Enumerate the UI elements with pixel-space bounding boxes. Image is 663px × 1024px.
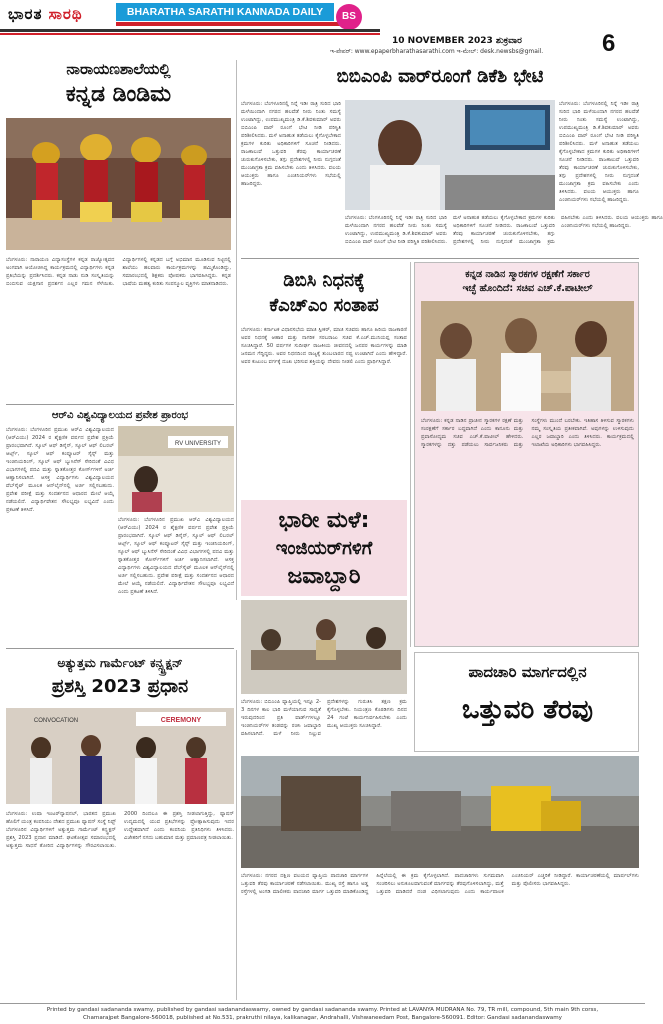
article-headline: ಇಚ್ಛೆ ಹೊಂದಿದೆ: ಸಚಿವ ಎಚ್.ಕೆ.ಪಾಟೀಲ್ — [462, 283, 593, 294]
rain-headline-box — [241, 500, 407, 596]
article-footpath-body — [241, 752, 639, 998]
imprint-footer — [0, 1003, 645, 1024]
yakshagana-photo — [6, 118, 231, 250]
article-headline: ಬಿಬಿಎಂಪಿ ವಾರ್‌ರೂಂಗೆ ಡಿಕೆಶಿ ಭೇಟಿ — [336, 66, 544, 87]
page-number: 6 — [602, 30, 616, 57]
masthead-rule — [0, 29, 380, 32]
article-headline: ಇಂಜಿಯರ್‌ಗಳಿಗೆ — [275, 538, 373, 559]
article-monuments — [414, 262, 639, 647]
imprint-line: Chamarajpet Bangalore-560018, published at No.531, prakruthi nilaya, kalikanagar, Andrahalli, Vishwaneedam Post, Bangalore-560091. Editor: Gandasi sadanandaswamy — [83, 1015, 562, 1021]
article-headline: ಕನ್ನಡ ಡಿಂಡಿಮ — [65, 82, 172, 107]
article-body: ಬೆಂಗಳೂರು: ಉಷಾ ಇಂಟರ್‌ನ್ಯಾಷನಲ್, ಭಾರತದ ಪ್ರಮುಖ ಹೊಲಿಗೆ ಯಂತ್ರ ಕಂಪನಿಯು ದೇಶದ ಪ್ರಮುಖ ಫ್ಯಾಷನ್ ಸಂಸ್ಥೆ ನಿಫ್ಟ್ ಬೆಂಗಳೂರಿನ ವಿದ್ಯಾರ್ಥಿಗಳಿಗೆ ಅತ್ಯುತ್ತಮ ಗಾರ್ಮೆಂಟ್ ಕನ್ಸ್ಟ್ರಕ್ಷನ್ ಪ್ರಶಸ್ತಿ 2023 ಪ್ರದಾನ ಮಾಡಿದೆ. ಘಟಿಕೋತ್ಸವ ಸಮಾರಂಭದಲ್ಲಿ ಅತ್ಯುತ್ತಮ ಸಾಧನೆ ತೋರಿದ ವಿದ್ಯಾರ್ಥಿಗಳನ್ನು ಗೌರವಿಸಲಾಯಿತು. 2000 ದಿಂದಲೂ ಈ ಪ್ರಶಸ್ತಿ ನೀಡಲಾಗುತ್ತಿದ್ದು, ಫ್ಯಾಷನ್ ಉದ್ಯಮದಲ್ಲಿ ಯುವ ಪ್ರತಿಭೆಗಳನ್ನು ಪ್ರೋತ್ಸಾಹಿಸುವುದು ಇದರ ಉದ್ದೇಶವಾಗಿದೆ ಎಂದು ಕಂಪನಿಯ ಪ್ರತಿನಿಧಿಗಳು ತಿಳಿಸಿದರು. ವಿಜೇತರಿಗೆ ನಗದು ಬಹುಮಾನ ಮತ್ತು ಪ್ರಮಾಣಪತ್ರ ನೀಡಲಾಯಿತು. — [6, 811, 234, 849]
article-headline: ಕೆಎಚ್‌ಎಂ ಸಂತಾಪ — [269, 295, 379, 316]
article-headline: ಒತ್ತುವರಿ ತೆರವು — [462, 695, 593, 725]
issue-date: 10 NOVEMBER 2023 ಶುಕ್ರವಾರ — [392, 36, 522, 46]
bs-logo-icon: BS — [336, 4, 362, 30]
encroachment-removal-photo — [241, 756, 639, 868]
article-rv-university — [6, 408, 234, 644]
article-footpath — [414, 652, 639, 752]
column-rule — [236, 60, 237, 600]
article-body: ಬೆಂಗಳೂರು: ಕರ್ನಾಟಕ ವಿಧಾನಸಭೆಯ ಮಾಜಿ ಸ್ಪೀಕರ್, ಮಾಜಿ ಸಚಿವರು ಹಾಗೂ ಹಿರಿಯ ರಾಜಕಾರಣಿ ಅವರ ನಿಧನಕ್ಕೆ ಆಹಾರ ಮತ್ತು ನಾಗರಿಕ ಸರಬರಾಜು ಸಚಿವ ಕೆ.ಎಚ್.ಮುನಿಯಪ್ಪ ಸಂತಾಪ ಸೂಚಿಸಿದ್ದಾರೆ. 50 ವರ್ಷಗಳ ಸುದೀರ್ಘ ರಾಜಕೀಯ ಜೀವನದಲ್ಲಿ ಜನಪರ ಕಾರ್ಯಗಳನ್ನು ಮಾಡಿ ಜನಮನ ಗೆದ್ದಿದ್ದರು. ಅವರ ನಿಧನದಿಂದ ರಾಜ್ಯಕ್ಕೆ ತುಂಬಲಾರದ ನಷ್ಟ ಉಂಟಾಗಿದೆ ಎಂದು ಹೇಳಿದ್ದಾರೆ. ಅವರ ಕುಟುಂಬ ವರ್ಗಕ್ಕೆ ದುಃಖ ಭರಿಸುವ ಶಕ್ತಿಯನ್ನು ದೇವರು ನೀಡಲಿ ಎಂದು ಪ್ರಾರ್ಥಿಸಿದ್ದಾರೆ. — [241, 327, 407, 365]
article-body: ಬೆಂಗಳೂರು: ಬೆಂಗಳೂರಿನ ಪ್ರಮುಖ ಆರ್‌ವಿ ವಿಶ್ವವಿದ್ಯಾಲಯದ (ಆರ್‌ವಿಯು) 2024 ರ ಶೈಕ್ಷಣಿಕ ವರ್ಷದ ಪ್ರವೇಶ ಪ್ರಕ್ರಿಯೆ ಪ್ರಾರಂಭವಾಗಿದೆ. ಸ್ಕೂಲ್ ಆಫ್ ಡಿಸೈನ್, ಸ್ಕೂಲ್ ಆಫ್ ಲಿಬರಲ್ ಆರ್ಟ್ಸ್, ಸ್ಕೂಲ್ ಆಫ್ ಕಂಪ್ಯೂಟರ್ ಸೈನ್ಸ್ ಮತ್ತು ಇಂಜಿನಿಯರಿಂಗ್, ಸ್ಕೂಲ್ ಆಫ್ ಬ್ಯುಸಿನೆಸ್ ಸೇರಿದಂತೆ ವಿವಿಧ ವಿಭಾಗಗಳಲ್ಲಿ ಪದವಿ ಮತ್ತು ಸ್ನಾತಕೋತ್ತರ ಕೋರ್ಸ್‌ಗಳಿಗೆ ಅರ್ಜಿ ಆಹ್ವಾನಿಸಲಾಗಿದೆ. ಆಸಕ್ತ ವಿದ್ಯಾರ್ಥಿಗಳು ವಿಶ್ವವಿದ್ಯಾಲಯದ ವೆಬ್‌ಸೈಟ್ ಮೂಲಕ ಆನ್‌ಲೈನ್‌ನಲ್ಲಿ ಅರ್ಜಿ ಸಲ್ಲಿಸಬಹುದು. ಪ್ರವೇಶ ಪರೀಕ್ಷೆ ಮತ್ತು ಸಂದರ್ಶನದ ಆಧಾರದ ಮೇಲೆ ಆಯ್ಕೆ ನಡೆಯಲಿದೆ. ವಿದ್ಯಾರ್ಥಿವೇತನ ಸೌಲಭ್ಯವೂ ಲಭ್ಯವಿದೆ ಎಂದು ಪ್ರಕಟಣೆ ತಿಳಿಸಿದೆ. — [118, 517, 234, 595]
column-rule — [236, 650, 237, 1000]
banner-underline — [116, 22, 351, 26]
convocation-sign: CONVOCATION — [33, 718, 79, 724]
imprint-line: Printed by gandasi sadananda swamy, published by gandasi sadanandaswamy, owned by gandasi sadananda swamy. Printed at LAVANYA MUDRANA No. 79, TR mill, compound, 5th main 9th corss, — [46, 1007, 599, 1013]
section-rule — [241, 258, 639, 259]
dk-warroom-photo — [345, 100, 555, 210]
rain-meeting-photo — [241, 600, 407, 694]
masthead-rule-red — [0, 33, 380, 35]
article-khm-condolence — [241, 262, 407, 496]
section-rule — [6, 404, 234, 405]
article-body: ಬೆಂಗಳೂರು: ಬೆಂಗಳೂರಿನ ಪ್ರಮುಖ ಆರ್‌ವಿ ವಿಶ್ವವಿದ್ಯಾಲಯದ (ಆರ್‌ವಿಯು) 2024 ರ ಶೈಕ್ಷಣಿಕ ವರ್ಷದ ಪ್ರವೇಶ ಪ್ರಕ್ರಿಯೆ ಪ್ರಾರಂಭವಾಗಿದೆ. ಸ್ಕೂಲ್ ಆಫ್ ಡಿಸೈನ್, ಸ್ಕೂಲ್ ಆಫ್ ಲಿಬರಲ್ ಆರ್ಟ್ಸ್, ಸ್ಕೂಲ್ ಆಫ್ ಕಂಪ್ಯೂಟರ್ ಸೈನ್ಸ್ ಮತ್ತು ಇಂಜಿನಿಯರಿಂಗ್, ಸ್ಕೂಲ್ ಆಫ್ ಬ್ಯುಸಿನೆಸ್ ಸೇರಿದಂತೆ ವಿವಿಧ ವಿಭಾಗಗಳಲ್ಲಿ ಪದವಿ ಮತ್ತು ಸ್ನಾತಕೋತ್ತರ ಕೋರ್ಸ್‌ಗಳಿಗೆ ಅರ್ಜಿ ಆಹ್ವಾನಿಸಲಾಗಿದೆ. ಆಸಕ್ತ ವಿದ್ಯಾರ್ಥಿಗಳು ವಿಶ್ವವಿದ್ಯಾಲಯದ ವೆಬ್‌ಸೈಟ್ ಮೂಲಕ ಆನ್‌ಲೈನ್‌ನಲ್ಲಿ ಅರ್ಜಿ ಸಲ್ಲಿಸಬಹುದು. ಪ್ರವೇಶ ಪರೀಕ್ಷೆ ಮತ್ತು ಸಂದರ್ಶನದ ಆಧಾರದ ಮೇಲೆ ಆಯ್ಕೆ ನಡೆಯಲಿದೆ. ವಿದ್ಯಾರ್ಥಿವೇತನ ಸೌಲಭ್ಯವೂ ಲಭ್ಯವಿದೆ ಎಂದು ಪ್ರಕಟಣೆ ತಿಳಿಸಿದೆ. — [6, 427, 114, 513]
article-body: ಬೆಂಗಳೂರು: ಬೆಂಗಳೂರಿನಲ್ಲಿ ನಿನ್ನೆ ಇಡೀ ರಾತ್ರಿ ಸುರಿದ ಭಾರಿ ಮಳೆಯಿಂದಾಗಿ ನಗರದ ಹಲವೆಡೆ ನೀರು ನಿಂತು ಸಮಸ್ಯೆ ಉಂಟಾಗಿದ್ದು, ಉಪಮುಖ್ಯಮಂತ್ರಿ ಡಿ.ಕೆ.ಶಿವಕುಮಾರ್ ಅವರು ಬಿಬಿಎಂಪಿ ವಾರ್ ರೂಂಗೆ ಭೇಟಿ ನೀಡಿ ಪರಿಸ್ಥಿತಿ ಪರಿಶೀಲಿಸಿದರು. ಮಳೆ ಅನಾಹುತ ತಡೆಯಲು ಕೈಗೊಳ್ಳಬೇಕಾದ ಕ್ರಮಗಳ ಕುರಿತು ಅಧಿಕಾರಿಗಳಿಗೆ ಸೂಚನೆ ನೀಡಿದರು. ರಾಜಕಾಲುವೆ ಒತ್ತುವರಿ ತೆರವು ಕಾರ್ಯಾಚರಣೆ ಚುರುಕುಗೊಳಿಸಬೇಕು, ತಗ್ಗು ಪ್ರದೇಶಗಳಲ್ಲಿ ನೀರು ನುಗ್ಗದಂತೆ ಮುಂಜಾಗ್ರತಾ ಕ್ರಮ ವಹಿಸಬೇಕು ಎಂದು ತಿಳಿಸಿದರು. ವಲಯ ಆಯುಕ್ತರು ಹಾಗೂ ಎಂಜಿನಿಯರ್‌ಗಳು ಸಭೆಯಲ್ಲಿ ಹಾಜರಿದ್ದರು. — [559, 101, 639, 203]
article-headline: ಪಾದಚಾರಿ ಮಾರ್ಗದಲ್ಲಿನ — [468, 663, 587, 681]
epaper-contact: ಇ-ಪೇಪರ್: www.epaperbharathasarathi.com ಇ-ಮೇಲ್: desk.newsbs@gmail. — [330, 48, 544, 55]
minister-meeting-photo — [421, 301, 634, 411]
newspaper-title-banner: BHARATHA SARATHI KANNADA DAILY — [116, 3, 334, 21]
article-headline: ಕನ್ನಡ ನಾಡಿನ ಸ್ಮಾರಕಗಳ ರಕ್ಷಣೆಗೆ ಸರ್ಕಾರ — [465, 269, 590, 280]
article-headline: ಜವಾಬ್ದಾರಿ — [287, 564, 361, 589]
article-rain — [241, 500, 407, 748]
article-body: ಬೆಂಗಳೂರು: ಬೆಂಗಳೂರಿನಲ್ಲಿ ನಿನ್ನೆ ಇಡೀ ರಾತ್ರಿ ಸುರಿದ ಭಾರಿ ಮಳೆಯಿಂದಾಗಿ ನಗರದ ಹಲವೆಡೆ ನೀರು ನಿಂತು ಸಮಸ್ಯೆ ಉಂಟಾಗಿದ್ದು, ಉಪಮುಖ್ಯಮಂತ್ರಿ ಡಿ.ಕೆ.ಶಿವಕುಮಾರ್ ಅವರು ಬಿಬಿಎಂಪಿ ವಾರ್ ರೂಂಗೆ ಭೇಟಿ ನೀಡಿ ಪರಿಸ್ಥಿತಿ ಪರಿಶೀಲಿಸಿದರು. ಮಳೆ ಅನಾಹುತ ತಡೆಯಲು ಕೈಗೊಳ್ಳಬೇಕಾದ ಕ್ರಮಗಳ ಕುರಿತು ಅಧಿಕಾರಿಗಳಿಗೆ ಸೂಚನೆ ನೀಡಿದರು. ರಾಜಕಾಲುವೆ ಒತ್ತುವರಿ ತೆರವು ಕಾರ್ಯಾಚರಣೆ ಚುರುಕುಗೊಳಿಸಬೇಕು, ತಗ್ಗು ಪ್ರದೇಶಗಳಲ್ಲಿ ನೀರು ನುಗ್ಗದಂತೆ ಮುಂಜಾಗ್ರತಾ ಕ್ರಮ ವಹಿಸಬೇಕು ಎಂದು ತಿಳಿಸಿದರು. ವಲಯ ಆಯುಕ್ತರು ಹಾಗೂ ಎಂಜಿನಿಯರ್‌ಗಳು ಸಭೆಯಲ್ಲಿ ಹಾಜರಿದ್ದರು. — [345, 215, 663, 245]
article-headline: ಆರ್‌ವಿ ವಿಶ್ವವಿದ್ಯಾಲಯದ ಪ್ರವೇಶ ಪ್ರಾರಂಭ — [51, 410, 189, 421]
article-headline: ಪ್ರಶಸ್ತಿ 2023 ಪ್ರಧಾನ — [51, 676, 189, 697]
masthead — [0, 0, 645, 57]
article-headline: ಡಿಬಿಸಿ ನಿಧನಕ್ಕೆ — [283, 270, 365, 291]
article-body: ಬೆಂಗಳೂರು: ನಾರಾಯಣ ವಿದ್ಯಾಸಂಸ್ಥೆಗಳ ಕನ್ನಡ ರಾಜ್ಯೋತ್ಸವದ ಅಂಗವಾಗಿ ಆಯೋಜಿಸಿದ್ದ ಕಾರ್ಯಕ್ರಮದಲ್ಲಿ ವಿದ್ಯಾರ್ಥಿಗಳು ಕನ್ನಡ ಪ್ರತಿಭೆಯನ್ನು ಪ್ರದರ್ಶಿಸಿದರು. ಕನ್ನಡ ನಾಡು ನುಡಿ ಸಂಸ್ಕೃತಿಯನ್ನು ಬಿಂಬಿಸುವ ಯಕ್ಷಗಾನ ಪ್ರದರ್ಶನ ಎಲ್ಲರ ಗಮನ ಸೆಳೆಯಿತು. ವಿದ್ಯಾರ್ಥಿಗಳಲ್ಲಿ ಕನ್ನಡದ ಬಗ್ಗೆ ಅಭಿಮಾನ ಮೂಡಿಸುವ ನಿಟ್ಟಿನಲ್ಲಿ ಶಾಲೆಯು ಹಲವಾರು ಕಾರ್ಯಕ್ರಮಗಳನ್ನು ಹಮ್ಮಿಕೊಂಡಿದ್ದು, ಸಮಾರಂಭದಲ್ಲಿ ಶಿಕ್ಷಕರು ಪೋಷಕರು ಭಾಗವಹಿಸಿದ್ದರು. ಕನ್ನಡ ಭಾಷೆಯ ಮಹತ್ವ ಕುರಿತು ಸಂಪನ್ಮೂಲ ವ್ಯಕ್ತಿಗಳು ಮಾತನಾಡಿದರು. — [6, 257, 231, 287]
article-body: ಬೆಂಗಳೂರು: ಬೆಂಗಳೂರಿನಲ್ಲಿ ನಿನ್ನೆ ಇಡೀ ರಾತ್ರಿ ಸುರಿದ ಭಾರಿ ಮಳೆಯಿಂದಾಗಿ ನಗರದ ಹಲವೆಡೆ ನೀರು ನಿಂತು ಸಮಸ್ಯೆ ಉಂಟಾಗಿದ್ದು, ಉಪಮುಖ್ಯಮಂತ್ರಿ ಡಿ.ಕೆ.ಶಿವಕುಮಾರ್ ಅವರು ಬಿಬಿಎಂಪಿ ವಾರ್ ರೂಂಗೆ ಭೇಟಿ ನೀಡಿ ಪರಿಸ್ಥಿತಿ ಪರಿಶೀಲಿಸಿದರು. ಮಳೆ ಅನಾಹುತ ತಡೆಯಲು ಕೈಗೊಳ್ಳಬೇಕಾದ ಕ್ರಮಗಳ ಕುರಿತು ಅಧಿಕಾರಿಗಳಿಗೆ ಸೂಚನೆ ನೀಡಿದರು. ರಾಜಕಾಲುವೆ ಒತ್ತುವರಿ ತೆರವು ಕಾರ್ಯಾಚರಣೆ ಚುರುಕುಗೊಳಿಸಬೇಕು, ತಗ್ಗು ಪ್ರದೇಶಗಳಲ್ಲಿ ನೀರು ನುಗ್ಗದಂತೆ ಮುಂಜಾಗ್ರತಾ ಕ್ರಮ ವಹಿಸಬೇಕು ಎಂದು ತಿಳಿಸಿದರು. ವಲಯ ಆಯುಕ್ತರು ಹಾಗೂ ಎಂಜಿನಿಯರ್‌ಗಳು ಸಭೆಯಲ್ಲಿ ಹಾಜರಿದ್ದರು. — [241, 101, 341, 187]
article-headline: ಭಾರೀ ಮಳೆ: — [278, 508, 370, 533]
article-body: ಬೆಂಗಳೂರು: ಬಿಬಿಎಂಪಿ ವ್ಯಾಪ್ತಿಯಲ್ಲಿ ಇನ್ನೂ 2-3 ದಿನಗಳ ಕಾಲ ಭಾರಿ ಮಳೆಯಾಗುವ ಸಾಧ್ಯತೆ ಇರುವುದರಿಂದ ಪ್ರತಿ ವಾರ್ಡ್‌ಗಳಲ್ಲೂ ಇಂಜಿನಿಯರ್‌ಗಳ ತಂಡವನ್ನು ರಚಿಸಿ ಜವಾಬ್ದಾರಿ ವಹಿಸಲಾಗಿದೆ. ಮಳೆ ನೀರು ನಿಲ್ಲುವ ಪ್ರದೇಶಗಳನ್ನು ಗುರುತಿಸಿ ತಕ್ಷಣ ಕ್ರಮ ಕೈಗೊಳ್ಳಬೇಕು. ನಿಯಂತ್ರಣ ಕೊಠಡಿಗಳು ದಿನದ 24 ಗಂಟೆ ಕಾರ್ಯನಿರ್ವಹಿಸಬೇಕು ಎಂದು ಮುಖ್ಯ ಆಯುಕ್ತರು ಸೂಚಿಸಿದ್ದಾರೆ. — [241, 699, 407, 737]
article-yakshagana — [6, 60, 231, 400]
article-headline: ಅತ್ಯುತ್ತಮ ಗಾರ್ಮೆಂಟ್ ಕನ್ಸ್ಟ್ರಕ್ಷನ್ — [57, 656, 183, 670]
rv-university-photo — [118, 426, 234, 512]
article-headline: ನಾರಾಯಣಶಾಲೆಯಲ್ಲಿ — [66, 60, 171, 78]
article-garment-award — [6, 652, 234, 997]
section-rule — [6, 648, 234, 649]
ceremony-sign: CEREMONY — [160, 717, 202, 724]
column-rule — [410, 262, 411, 647]
article-body: ಬೆಂಗಳೂರು: ಕನ್ನಡ ನಾಡಿನ ಪ್ರಾಚೀನ ಸ್ಮಾರಕಗಳ ರಕ್ಷಣೆ ಮತ್ತು ಸಂರಕ್ಷಣೆಗೆ ಸರ್ಕಾರ ಬದ್ಧವಾಗಿದೆ ಎಂದು ಕಾನೂನು ಮತ್ತು ಪ್ರವಾಸೋದ್ಯಮ ಸಚಿವ ಎಚ್.ಕೆ.ಪಾಟೀಲ್ ಹೇಳಿದರು. ಸ್ಮಾರಕಗಳನ್ನು ದತ್ತು ಪಡೆಯಲು ಸಾರ್ವಜನಿಕರು ಮತ್ತು ಸಂಸ್ಥೆಗಳು ಮುಂದೆ ಬರಬೇಕು. ಇತಿಹಾಸ ತಿಳಿಸುವ ಸ್ಮಾರಕಗಳು ನಮ್ಮ ಸಂಸ್ಕೃತಿಯ ಪ್ರತೀಕವಾಗಿವೆ. ಅವುಗಳನ್ನು ಉಳಿಸುವುದು ಎಲ್ಲರ ಜವಾಬ್ದಾರಿ ಎಂದು ತಿಳಿಸಿದರು. ಕಾರ್ಯಕ್ರಮದಲ್ಲಿ ಇಲಾಖೆಯ ಅಧಿಕಾರಿಗಳು ಭಾಗವಹಿಸಿದ್ದರು. — [421, 418, 634, 448]
article-body: ಬೆಂಗಳೂರು: ನಗರದ ದಕ್ಷಿಣ ವಲಯದ ವ್ಯಾಪ್ತಿಯ ಪಾದಚಾರಿ ಮಾರ್ಗಗಳ ಒತ್ತುವರಿ ತೆರವು ಕಾರ್ಯಾಚರಣೆ ನಡೆಸಲಾಯಿತು. ಮುಖ್ಯ ರಸ್ತೆ ಹಾಗೂ ಅಡ್ಡ ರಸ್ತೆಗಳಲ್ಲಿ ಅಂಗಡಿ ಮಾಲೀಕರು ಪಾದಚಾರಿ ಮಾರ್ಗ ಒತ್ತುವರಿ ಮಾಡಿಕೊಂಡಿದ್ದ ಹಿನ್ನೆಲೆಯಲ್ಲಿ ಈ ಕ್ರಮ ಕೈಗೊಳ್ಳಲಾಗಿದೆ. ಪಾದಚಾರಿಗಳು ಸುಗಮವಾಗಿ ಸಂಚರಿಸಲು ಅನುಕೂಲವಾಗುವಂತೆ ಮಾರ್ಗವನ್ನು ತೆರವುಗೊಳಿಸಲಾಗಿದ್ದು, ಮತ್ತೆ ಒತ್ತುವರಿ ಮಾಡಿದರೆ ದಂಡ ವಿಧಿಸಲಾಗುವುದು ಎಂದು ಕಾರ್ಯಪಾಲಕ ಎಂಜಿನಿಯರ್ ಎಚ್ಚರಿಕೆ ನೀಡಿದ್ದಾರೆ. ಕಾರ್ಯಾಚರಣೆಯಲ್ಲಿ ಮಾರ್ಷಲ್‌ಗಳು ಮತ್ತು ಪೊಲೀಸರು ಭಾಗವಹಿಸಿದ್ದರು. — [241, 873, 639, 895]
article-dk-bbmp — [241, 60, 663, 255]
garment-award-photo — [6, 708, 234, 804]
rv-university-sign: RV UNIVERSITY — [175, 441, 221, 447]
newspaper-title-kannada: ಭಾರತ ಸಾರಥಿ — [8, 5, 83, 23]
